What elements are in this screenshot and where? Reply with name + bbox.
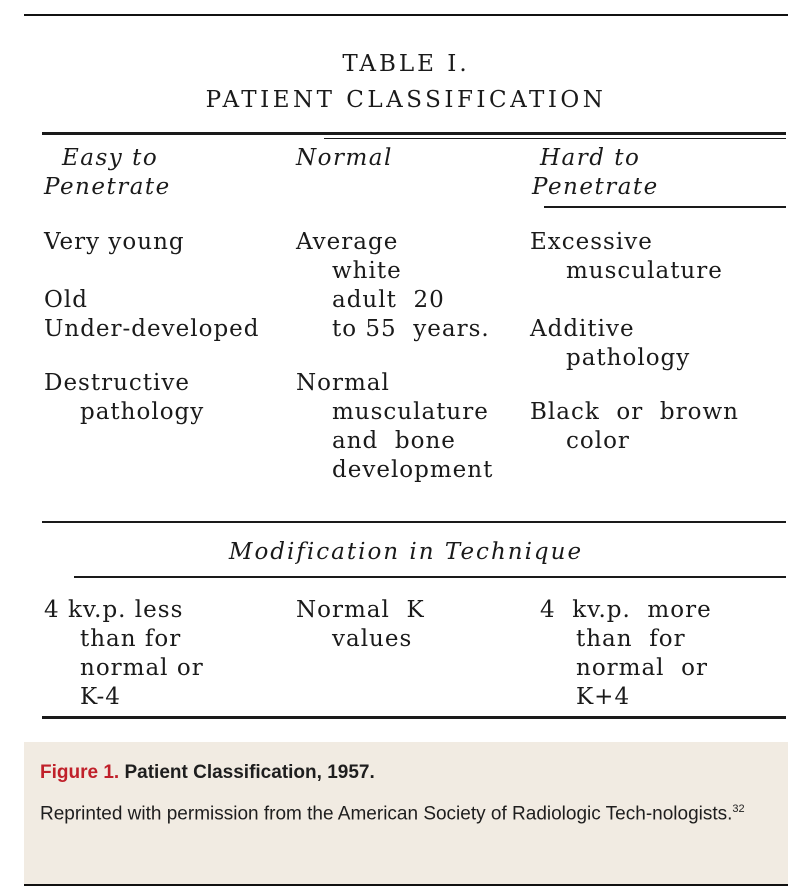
figure-title: Patient Classification, 1957. <box>124 762 375 783</box>
technique-easy-line2: than for <box>80 626 182 652</box>
column-hard-body <box>530 228 739 456</box>
figure-frame <box>24 14 788 886</box>
header-hard <box>532 144 659 202</box>
cell-age-range: to 55 years. <box>332 316 490 342</box>
cell-and-bone: and bone <box>332 428 456 454</box>
reference-number: 32 <box>732 803 745 815</box>
cell-color: color <box>566 428 630 454</box>
cell-old: Old <box>44 287 88 313</box>
header-normal-line1: Normal <box>296 145 393 171</box>
technique-normal-line2: values <box>332 626 413 652</box>
caption-text-block <box>40 795 775 828</box>
header-rule-bottom <box>544 206 786 208</box>
header-easy <box>44 144 171 202</box>
technique-easy <box>44 596 204 712</box>
figure-label: Figure 1. <box>40 762 120 783</box>
column-normal-body <box>296 228 493 485</box>
cell-excessive-musculature: musculature <box>566 258 723 284</box>
modification-rule-top <box>42 521 786 523</box>
technique-hard-line1: 4 kv.p. more <box>540 597 712 623</box>
scanned-table <box>24 16 788 742</box>
caption-text: Reprinted with permission from the American Society of Radiologic Tech-nologists. <box>40 803 733 825</box>
header-easy-line2: Penetrate <box>44 174 171 200</box>
cell-white: white <box>332 258 402 284</box>
header-normal <box>296 144 393 173</box>
bottom-rule <box>24 884 788 886</box>
header-hard-line2: Penetrate <box>532 174 659 200</box>
technique-easy-line4: K-4 <box>80 684 121 710</box>
figure-caption <box>24 742 788 884</box>
header-hard-line1: Hard to <box>540 145 641 171</box>
cell-adult: adult 20 <box>332 287 445 313</box>
table-title-block <box>24 46 788 118</box>
technique-hard-line3: normal or <box>576 655 708 681</box>
technique-hard <box>540 596 712 712</box>
header-rule-thin <box>324 138 786 139</box>
cell-additive-pathology: pathology <box>566 345 691 371</box>
modification-heading: Modification in Technique <box>228 539 584 565</box>
table-rule-bottom <box>42 716 786 719</box>
technique-normal-line1: Normal K <box>296 597 425 623</box>
cell-normal: Normal <box>296 370 390 396</box>
caption-title-line <box>40 762 375 784</box>
cell-musculature: musculature <box>332 399 489 425</box>
header-rule-top <box>42 132 786 135</box>
cell-under-developed: Under-developed <box>44 316 260 342</box>
cell-very-young: Very young <box>44 229 185 255</box>
cell-excessive: Excessive <box>530 229 653 255</box>
cell-development: development <box>332 457 494 483</box>
technique-easy-line1: 4 kv.p. less <box>44 597 184 623</box>
cell-destructive: Destructive <box>44 370 190 396</box>
header-easy-line1: Easy to <box>62 145 159 171</box>
column-easy-body <box>44 228 260 427</box>
table-title: TABLE I. <box>342 51 470 77</box>
table-subtitle: PATIENT CLASSIFICATION <box>205 87 607 113</box>
technique-easy-line3: normal or <box>80 655 204 681</box>
cell-black-or-brown: Black or brown <box>530 399 739 425</box>
technique-hard-line2: than for <box>576 626 686 652</box>
technique-normal <box>296 596 425 654</box>
cell-pathology: pathology <box>80 399 205 425</box>
modification-rule-bottom <box>74 576 786 578</box>
technique-hard-line4: K+4 <box>576 684 631 710</box>
cell-average: Average <box>296 229 399 255</box>
cell-additive: Additive <box>530 316 635 342</box>
